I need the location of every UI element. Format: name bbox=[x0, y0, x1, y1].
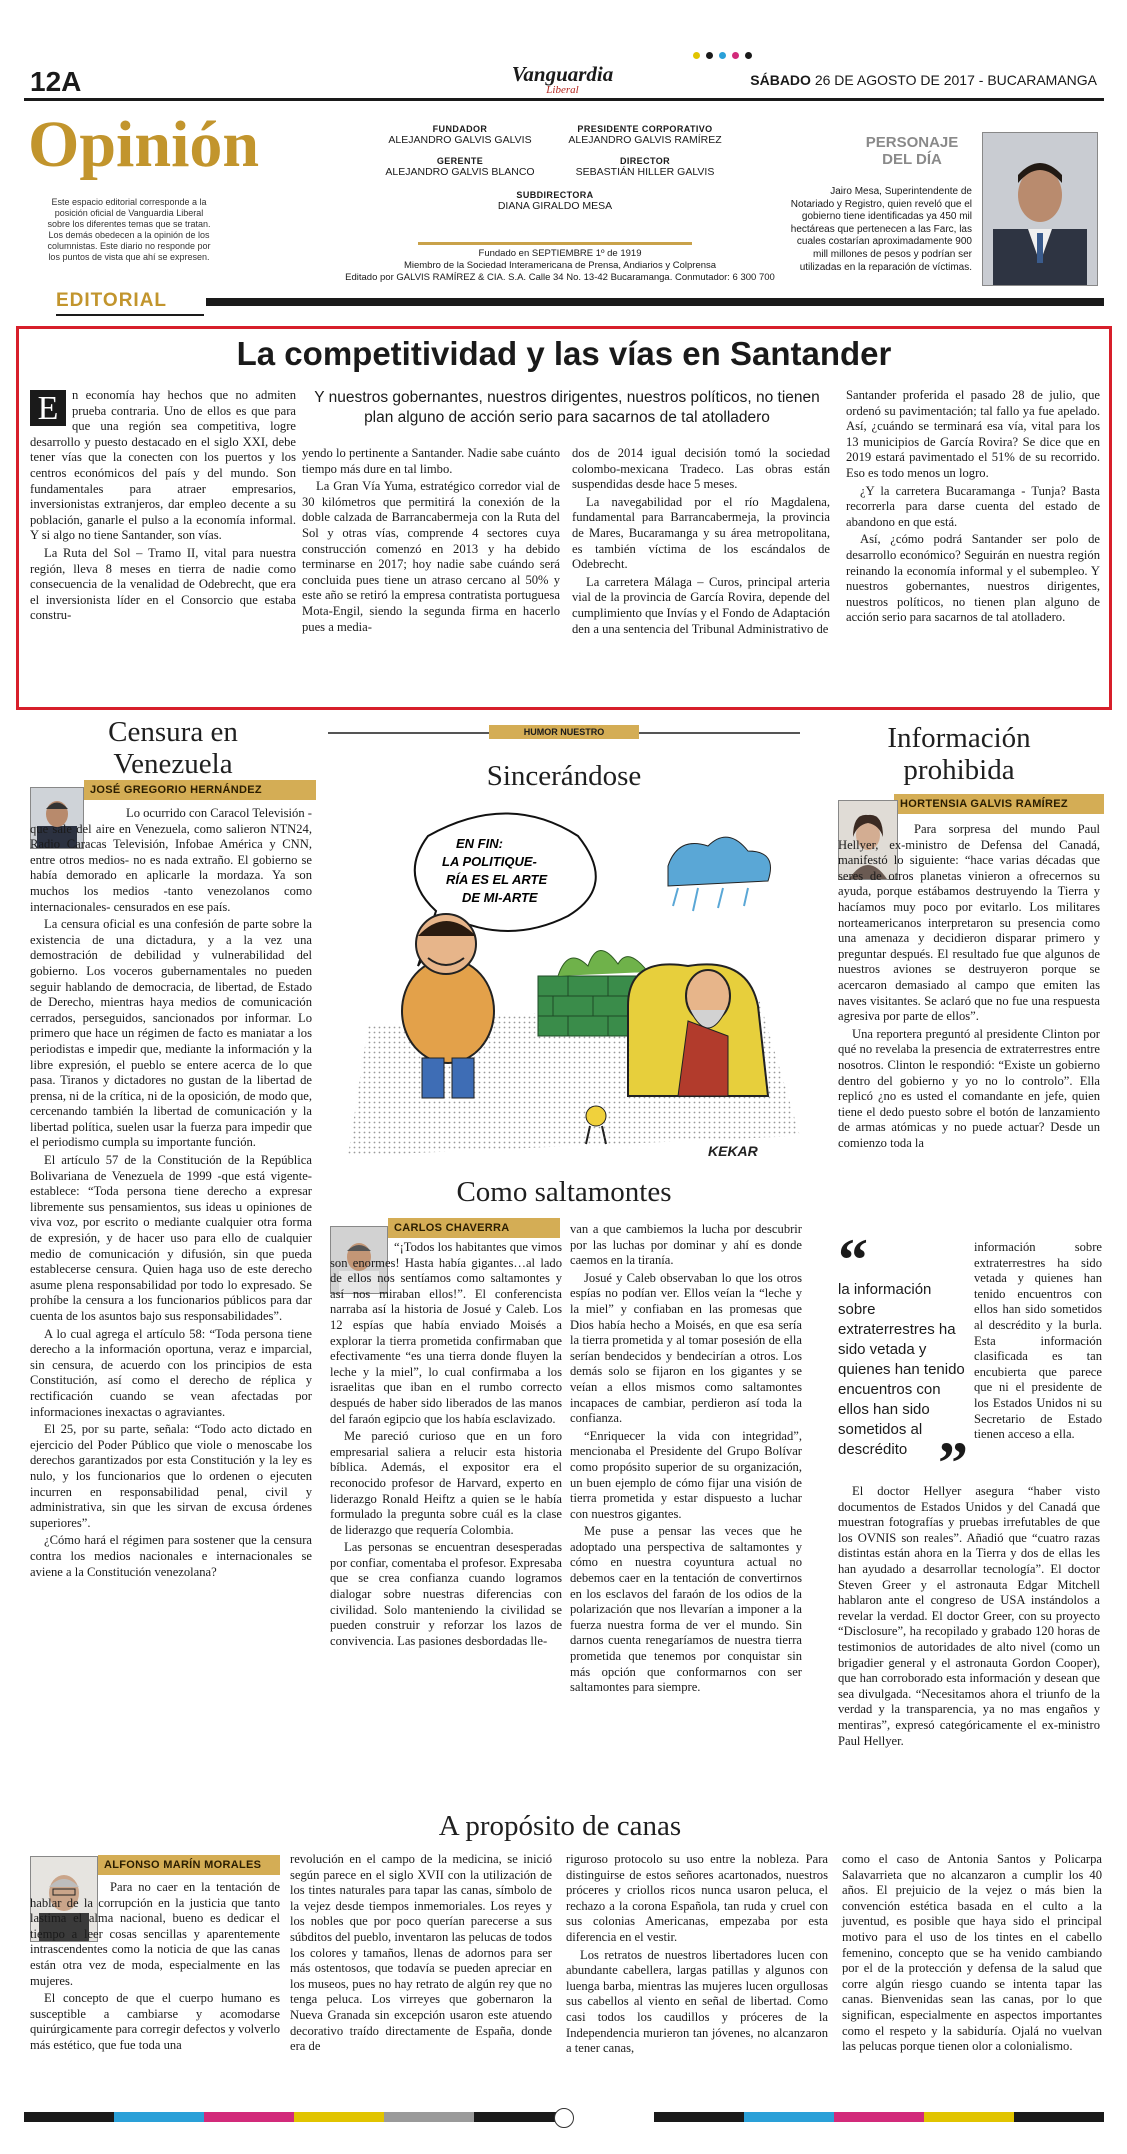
informacion-title-2: prohibida bbox=[903, 754, 1015, 786]
canas-col-3 bbox=[566, 1852, 828, 2059]
humor-tag bbox=[328, 727, 800, 744]
saltamontes-col1-p2: Me pareció curioso que en un foro empresarial saliera a relucir esta historia bíblica. Además, el expositor era el reconocido profesor de Harvard, experto en liderazgo Ronald Heiftz a quien se le había formulado la pregunta sobre cuál es la clase de liderazgo que requería Colombia. bbox=[330, 1429, 562, 1537]
header-rule bbox=[24, 98, 1104, 101]
informacion-title bbox=[814, 722, 1104, 786]
personaje-text: Jairo Mesa, Superintendente de Notariado y Registro, quien reveló que el gobierno tiene identificadas ya 450 mil hectáreas que pertenecen a las Farc, las cuales costarían aproximadamente 900 mill millones de pesos y podrían ser utilizadas en la reparación de víctimas. bbox=[790, 186, 972, 273]
canas-title: A propósito de canas bbox=[438, 1810, 682, 1842]
personaje-title-2: DEL DÍA bbox=[882, 151, 942, 168]
censura-p2: La censura oficial es una confesión de parte sobre la existencia de una dictadura, y a la vez una demostración de debilidad y vulnerabilidad del gobierno. Los voceros gubernamentales no pueden seguir hablando de democracia, de libertad, de Estado de Derecho, mientras haya medios de comunicación cerrados, perseguidos, sancionados por informar. Lo primero que hace un régimen de facto es maniatar a los periodistas e impedir que, mediante la información y la libre expresión, el pueblo se entere acerca de lo que pasa. Tiranos y dictadores no gustan de la libertad de prensa, ni de la crítica, ni de la oposición, de modo que, cercenando también la libertad de comunicación y la libertad política, suelen usar la fuerza para impedir que el periodismo cumpla su importante función. bbox=[30, 917, 312, 1150]
saltamontes-col1-p3: Las personas se encuentran desesperadas por confiar, comentaba el profesor. Expresaba que se crea confianza cuando logramos dialogar sobre nuestras diferencias con civilidad. Solo manteniendo la civilidad se pueden construir y reforzar los lazos de convivencia. Las pasiones desbordadas lle- bbox=[330, 1540, 562, 1648]
informacion-pullquote: la información sobre extraterrestres ha sido vetada y quienes han tenido encuentros con ellos han sido sometidos al descrédito bbox=[838, 1281, 965, 1458]
subdirectora-name: DIANA GIRALDO MESA bbox=[497, 200, 613, 212]
canas-col1-p1: Para no caer en la tentación de hablar de la corrupción en la justicia que tanto lastima el alma nacional, bueno es dedicar el tiempo a leer cosas sencillas y aparentemente intrascendentes como la noticia de que las canas están otra vez de moda, especialmente en las mujeres. bbox=[30, 1880, 280, 1988]
editorial-col-4 bbox=[846, 388, 1100, 628]
presidente-label: PRESIDENTE CORPORATIVO bbox=[577, 124, 713, 134]
registration-marks bbox=[690, 46, 755, 64]
section-note: Este espacio editorial corresponde a la posición oficial de Vanguardia Liberal sobre los diferentes temas que se tratan. Los demás obedecen a la opinión de los columnistas. Este diario no responde por los puntos de vista que ahí se expresen. bbox=[47, 197, 211, 262]
cartoon-bubble-line-1: EN FIN: bbox=[456, 836, 503, 851]
date-day: SÁBADO bbox=[750, 72, 811, 88]
censura-p5: El 25, por su parte, señala: “Todo acto dictado en ejercicio del Poder Público que viole o menoscabe los derechos garantizados por esta Constitución y la ley es nulo, y los funcionarios que lo ordenen o ejecuten incurren en responsabilidad penal, civil y administrativa, sin que les sirvan de excusa órdenes superiores”. bbox=[30, 1422, 312, 1530]
editorial-band-rule bbox=[206, 298, 1104, 306]
canas-col3-p2: Los retratos de nuestros libertadores lucen con abundante cabellera, largas patillas y algunos con luenga barba, mientras las mujeres lucen orgullosas sus cabellos al viento en señal de libertad. Como casi todos los caudillos y próceres de la Independencia murieron tan jóvenes, no alcanzaron a tener canas, bbox=[566, 1947, 828, 2056]
personaje-photo bbox=[982, 132, 1098, 286]
masthead-footer-line2: Miembro de la Sociedad Interamericana de Prensa, Andiarios y Colprensa bbox=[403, 260, 717, 271]
masthead-footer bbox=[340, 248, 780, 284]
canas-col-4 bbox=[842, 1852, 1102, 2057]
censura-p3: El artículo 57 de la Constitución de la República Bolivariana de Venezuela de 1999 -que está vigente- establece: “Toda persona tiene derecho a expresar libremente sus pensamientos, sus ideas u opiniones de viva voz, por escrito o mediante cualquier otra forma de expresión, y de hacer uso para ello de cualquier medio de comunicación y difusión, sin que pueda establecerse censura. Quien haga uso de este derecho asume plena responsabilidad por todo lo expresado. Se prohíbe la censura a los funcionarios públicos para dar cuenta de los asuntos bajo sus responsabilidades”. bbox=[30, 1153, 312, 1323]
person-portrait-icon bbox=[983, 133, 1097, 285]
censura-author: JOSÉ GREGORIO HERNÁNDEZ bbox=[84, 780, 316, 800]
close-quote-icon: ” bbox=[938, 1430, 968, 1496]
cartoon-illustration bbox=[328, 796, 800, 1174]
director-name: SEBASTIÁN HILLER GALVIS bbox=[575, 166, 715, 178]
date-rest: 26 DE AGOSTO DE 2017 - BUCARAMANGA bbox=[814, 72, 1097, 88]
subdirectora-label: SUBDIRECTORA bbox=[516, 190, 594, 200]
editorial-col3-p2: La navegabilidad por el río Magdalena, fundamental para Barrancabermeja, la provincia de Mares, Bucaramanga y su área metropolitana, es también víctima de los escándalos de Odebrecht. bbox=[572, 494, 830, 572]
canas-col-2 bbox=[290, 1852, 552, 2057]
informacion-pullquote-box bbox=[838, 1227, 968, 1496]
informacion-body-top bbox=[838, 822, 1100, 1153]
saltamontes-col2-p1: van a que cambiemos la lucha por descubrir por las luchas por dominar y ahí es donde caemos en la tiranía. bbox=[570, 1222, 802, 1268]
censura-p4: A lo cual agrega el artículo 58: “Toda persona tiene derecho a la información oportuna, veraz e imparcial, sin censura, de acuerdo con los principios de esta Constitución, así como el derecho de réplica y rectificación cuando se vean afectadas por informaciones inexactas o agraviantes. bbox=[30, 1326, 312, 1419]
censura-body bbox=[30, 806, 312, 1582]
humor-tag-label: HUMOR NUESTRO bbox=[489, 725, 639, 739]
informacion-p3: información sobre extraterrestres ha sido vetada y quienes han tenido encuentros con ellos han sido sometidos al descrédito y la burla. Esta información clasificada es tan encubierta que parece que ni el presidente de los Estados Unidos ni su Secretario de Estado tienen acceso a ella. bbox=[974, 1240, 1102, 1442]
canas-col3-p1: riguroso protocolo su uso entre la nobleza. Para distinguirse de estos señores acartonados, nuestros próceres y criollos ricos nunca usaron peluca, el rechazo a la corona Española, tan ruda y cruel con sus colonias Americanas, empezaba por esta diferencia en el vestir. bbox=[566, 1852, 828, 1944]
crosshair-icon bbox=[554, 2108, 574, 2128]
personaje-title bbox=[852, 134, 972, 168]
cartoon-bubble-line-3: RÍA ES EL ARTE bbox=[446, 872, 548, 887]
saltamontes-col2-p4: Me puse a pensar las veces que he adoptado una perspectiva de saltamontes y cómo en nuestra coyuntura actual no debemos caer en la tentación de convertirnos en los esclavos del faraón de los odios de la polarización que nos llevarían a imponer a la fuerza nuestra forma de ver el mundo. Sin darnos cuenta renegaríamos de nuestra tierra prometida que tenemos por conquistar sin más opción que conformarnos con ser saltamontes para siempre. bbox=[570, 1524, 802, 1695]
paper-sub: Liberal bbox=[546, 84, 579, 96]
cartoon-bubble-line-4: DE MI-ARTE bbox=[462, 890, 538, 905]
director-label: DIRECTOR bbox=[619, 156, 671, 166]
editorial-col2-p1: yendo lo pertinente a Santander. Nadie sabe cuánto tiempo más dure en tal limbo. bbox=[302, 446, 560, 476]
informacion-p2: Una reportera preguntó al presidente Clinton por qué no revelaba la presencia de extraterrestres entre nosotros. Clinton le respondió: “Existe un gobierno dentro del gobierno y yo no lo controlo”. Ella replicó ¿no es usted el comandante en jefe, quien tiene el dedo puesto sobre el botón de lanzamiento de armas atómicas y no puede actuar? Desde un comienzo toda la bbox=[838, 1026, 1100, 1150]
editorial-col3-p3: La carretera Málaga – Curos, principal arteria vial de la provincia de García Rovira, depende del cumplimiento que Invías y el Fondo de Adaptación den a una sentencia del Tribunal Administrativo de bbox=[572, 574, 830, 636]
fundador-label: FUNDADOR bbox=[432, 124, 488, 134]
paper-name: Vanguardia bbox=[511, 62, 614, 86]
canas-author: ALFONSO MARÍN MORALES bbox=[98, 1855, 280, 1875]
saltamontes-col-2 bbox=[570, 1222, 802, 1698]
presidente-name: ALEJANDRO GALVIS RAMÍREZ bbox=[568, 134, 722, 146]
saltamontes-col-1 bbox=[330, 1240, 562, 1651]
informacion-body-bottom bbox=[838, 1484, 1100, 1751]
informacion-p1: Para sorpresa del mundo Paul Hellyer, ex-ministro de Defensa del Canadá, manifestó lo siguiente: “hace varias décadas que seres de otros planetas vinieron a ofrecernos su ayuda, porque estábamos destruyendo la Tierra y hacíamos muy poco por evitarlo. Los militares norteamericanos interpretaron su presencia como una amenaza y decidieron disparar primero y preguntar después. El resultado fue que algunos de nuestros aviones se destruyeron porque se acercaron demasiado al campo que emiten las naves visitantes. Se aclaró que no fue una respuesta agresiva por parte de ellos”. bbox=[838, 822, 1100, 1024]
informacion-title-1: Información bbox=[887, 722, 1031, 754]
censura-title-1: Censura en bbox=[108, 716, 238, 748]
cartoon-bubble-line-2: LA POLITIQUE- bbox=[442, 854, 537, 869]
open-quote-icon: “ bbox=[838, 1227, 868, 1293]
censura-title bbox=[28, 716, 318, 780]
editorial-col2-p2: La Gran Vía Yuma, estratégico corredor vial de 30 kilómetros que permitirá la conexión de la doble calzada de Barrancabermeja con la Ruta del Sol y otras vías, comprende 4 sectores cuya construcción comenzó en 2013 y ha debido terminarse en 2017; hoy nadie sabe cuándo será concluida pues tiene un atraso cercano al 50% y este año se retiró la empresa contratista portuguesa Mota-Engil, siendo la segunda firma en hacerlo pues a media- bbox=[302, 479, 560, 634]
gerente-name: ALEJANDRO GALVIS BLANCO bbox=[385, 166, 535, 178]
editorial-col1-p2: La Ruta del Sol – Tramo II, vital para nuestra región, lleva 8 meses en tierra de nadie como consecuencia de la venalidad de Odebrecht, que era el inversionista líder en el Consorcio que estaba constru- bbox=[30, 545, 296, 623]
saltamontes-author: CARLOS CHAVERRA bbox=[388, 1218, 560, 1238]
cartoon-signature: KEKAR bbox=[708, 1143, 758, 1159]
informacion-p4: El doctor Hellyer asegura “haber visto documentos de Estados Unidos y del Canadá que muestran fotografías y pruebas irrefutables de que los OVNIS son reales”. Añadió que “cuatro razas distintas están ahora en la Tierra y dos de ellas les han ayudado a desarrollar tecnología”. El doctor Steven Greer y el astronauta Edgar Mitchell hablaron ante el congreso de USA instándolos a revelar la verdad. El doctor Greer, con su proyecto “Disclosure”, ha recopilado y grabado 120 horas de testimonios de autoridades de alto nivel (como un brigadier general y el astronauta Gordon Cooper), que han corroborado esta información y desean que sea divulgada. “Necesitamos ahora el triunfo de la verdad y la transparencia, ya no mas engaños y mentiras”, expresó categóricamente el ex-ministro Paul Hellyer. bbox=[838, 1484, 1100, 1748]
drop-cap: E bbox=[30, 390, 66, 426]
editorial-col3-p1: dos de 2014 igual decisión tomó la sociedad colombo-mexicana Tradeco. Las obras están suspendidas desde hace 5 meses. bbox=[572, 446, 830, 492]
editorial-tag-underline bbox=[56, 314, 204, 316]
humor-cartoon bbox=[328, 796, 800, 1174]
canas-col-1 bbox=[30, 1880, 280, 2056]
canas-col1-p2: El concepto de que el cuerpo humano es susceptible a cambiarse y acomodarse quirúrgicamente para corregir defectos y volverlo más estético, que fue toda una bbox=[30, 1991, 280, 2052]
editorial-col4-p3: Así, ¿cómo podrá Santander ser polo de desarrollo económico? Seguirán en nuestra región reinando la economía informal y el subempleo. Y nuestros gobernantes, nuestros dirigentes, nuestros políticos, no tienen plan alguno de acción serio para sacarnos de tal atolladero. bbox=[846, 532, 1100, 625]
page-date bbox=[750, 72, 1097, 88]
fundador-name: ALEJANDRO GALVIS GALVIS bbox=[388, 134, 532, 146]
section-title: Opinión bbox=[28, 108, 260, 181]
censura-title-2: Venezuela bbox=[113, 748, 233, 780]
masthead-footer-line1: Fundado en SEPTIEMBRE 1º de 1919 bbox=[478, 248, 642, 259]
editorial-col4-p1: Santander proferida el pasado 28 de julio, que ordenó su pavimentación; tal fallo ya fue apelado. Así, ¿cuándo se terminará esa vía, vital para los 13 municipios de García Rovira? Se dice que en 2019 estará pavimentado el 51% de su recorrido. Eso es todo menos un logro. bbox=[846, 388, 1100, 480]
masthead-gold-rule bbox=[418, 242, 692, 245]
editorial-title: La competitividad y las vías en Santander bbox=[236, 335, 892, 372]
editorial-col4-p2: ¿Y la carretera Bucaramanga - Tunja? Basta recorrerla para darse cuenta del estado de abandono en que está. bbox=[846, 483, 1100, 529]
humor-title: Sincerándose bbox=[486, 760, 642, 792]
personaje-title-1: PERSONAJE bbox=[865, 134, 959, 151]
informacion-author: HORTENSIA GALVIS RAMÍREZ bbox=[894, 794, 1104, 814]
canas-col4-p1: como el caso de Antonia Santos y Policarpa Salavarrieta que no alcanzaron a cumplir los 40 años. El prejuicio de la vejez o más bien la convención estética basada en el culto a la juventud, es posible que haya sido el principal motivo para el uso de los tintes en el cabello femenino, concepto que se ha venido cambiando por el de la protección y defensa de la salud que corre algún riesgo cuando se intenta tapar las canas. Bienvenidas sean las canas, por lo que significan, especialmente en aspectos importantes como el respeto y la sabiduría. Ojalá no vuelvan las pelucas porque tienen olor a colonialismo. bbox=[842, 1852, 1102, 2054]
editorial-col1-p1: n economía hay hechos que no admiten prueba contraria. Uno de ellos es que para que una región sea competitiva, logre desarrollo y puesto destacado en el siglo XXI, debe tener vías que la conecten con los puertos y los centros económicos del país y del mundo. Son fundamentales para atraer empresarios, inversionistas extranjeros, dar empleo decente a su población, ganarle el pulso a la economía informal. Y si algo no tiene Santander, son vías. bbox=[30, 388, 296, 543]
censura-p1: Lo ocurrido con Caracol Televisión -que sale del aire en Venezuela, como salieron NTN24, Radio Caracas Televisión, Infobae América y CNN, entre otros medios- no es nada extraño. El gobierno se había demorado en aplicarle la mordaza. Ya son muchos los medios -tanto venezolanos como internacionales- censurados en ese país. bbox=[30, 806, 312, 914]
saltamontes-col1-p1: “¡Todos los habitantes que vimos son enormes! Hasta había gigantes…al lado de ellos nos sentíamos como saltamontes y así nos miraban ellos!”. El conferencista narraba así la historia de Josué y Caleb. Los 12 espías que había enviado Moisés a explorar la tierra prometida confirmaban que efectivamente “es una tierra donde fluyen la leche y la miel”, lo cual confirmaba a los israelitas que iban en el rumbo correcto después de haber sido liberados de las manos del faraón egipcio que los había esclavizado. bbox=[330, 1240, 562, 1426]
censura-p6: ¿Cómo hará el régimen para sostener que la censura contra los medios nacionales e internacionales se aviene a la Constitución venezolana? bbox=[30, 1533, 312, 1579]
masthead-staff bbox=[370, 124, 740, 212]
editorial-pullquote: Y nuestros gobernantes, nuestros dirigentes, nuestros políticos, no tienen plan alguno de acción serio para sacarnos de tal atolladero bbox=[314, 389, 820, 426]
page-number: 12A bbox=[30, 66, 82, 97]
informacion-body-mid bbox=[974, 1240, 1102, 1445]
masthead-footer-line3: Editado por GALVIS RAMÍREZ & CIA. S.A. Calle 34 No. 13-42 Bucaramanga. Conmutador: 6 300 700 bbox=[345, 272, 775, 283]
editorial-tag: EDITORIAL bbox=[56, 290, 168, 311]
editorial-col-2 bbox=[302, 446, 560, 637]
gerente-label: GERENTE bbox=[436, 156, 484, 166]
saltamontes-title: Como saltamontes bbox=[456, 1176, 672, 1208]
saltamontes-col2-p2: Josué y Caleb observaban lo que los otros espías no podían ver. Ellos veían la “leche y la miel” y confiaban en las promesas que Dios había hecho a Moisés, en que esa sería la tierra prometida y al tomar posesión de ella serían bendecidos y bendecirían a otros. Los demás solo se fijaron en los gigantes y se veían a ellos mismos como saltamontes incapaces de cambiar, perdieron así toda la confianza. bbox=[570, 1270, 802, 1426]
editorial-col-1 bbox=[30, 388, 296, 626]
saltamontes-col2-p3: “Enriquecer la vida con integridad”, mencionaba el Presidente del Grupo Bolívar como propósito superior de su organización, un buen ejemplo de cómo fijar una visión de tierra prometida y estar dispuesto a luchar con nuestros gigantes. bbox=[570, 1428, 802, 1521]
canas-col2-p1: revolución en el campo de la medicina, se inició según parece en el siglo XVII con la utilización de los tintes naturales para tapar las canas, símbolo de la vejez desde tiempos inmemoriales. Los reyes y los nobles que por poco querían parecerse a sus súbditos del pueblo, inventaron las pelucas de todos los colores y tamaños, llenas de adornos para ser más ostentosos, que todavía se pueden apreciar en los museos, pues no hay retrato de algún rey que no tenga peluca. Los virreyes que gobernaron la Nueva Granada sin excepción usaron este atuendo decorativo traído directamente de España, donde era de bbox=[290, 1852, 552, 2054]
paper-logo bbox=[500, 64, 625, 96]
editorial-col-3 bbox=[572, 446, 830, 639]
